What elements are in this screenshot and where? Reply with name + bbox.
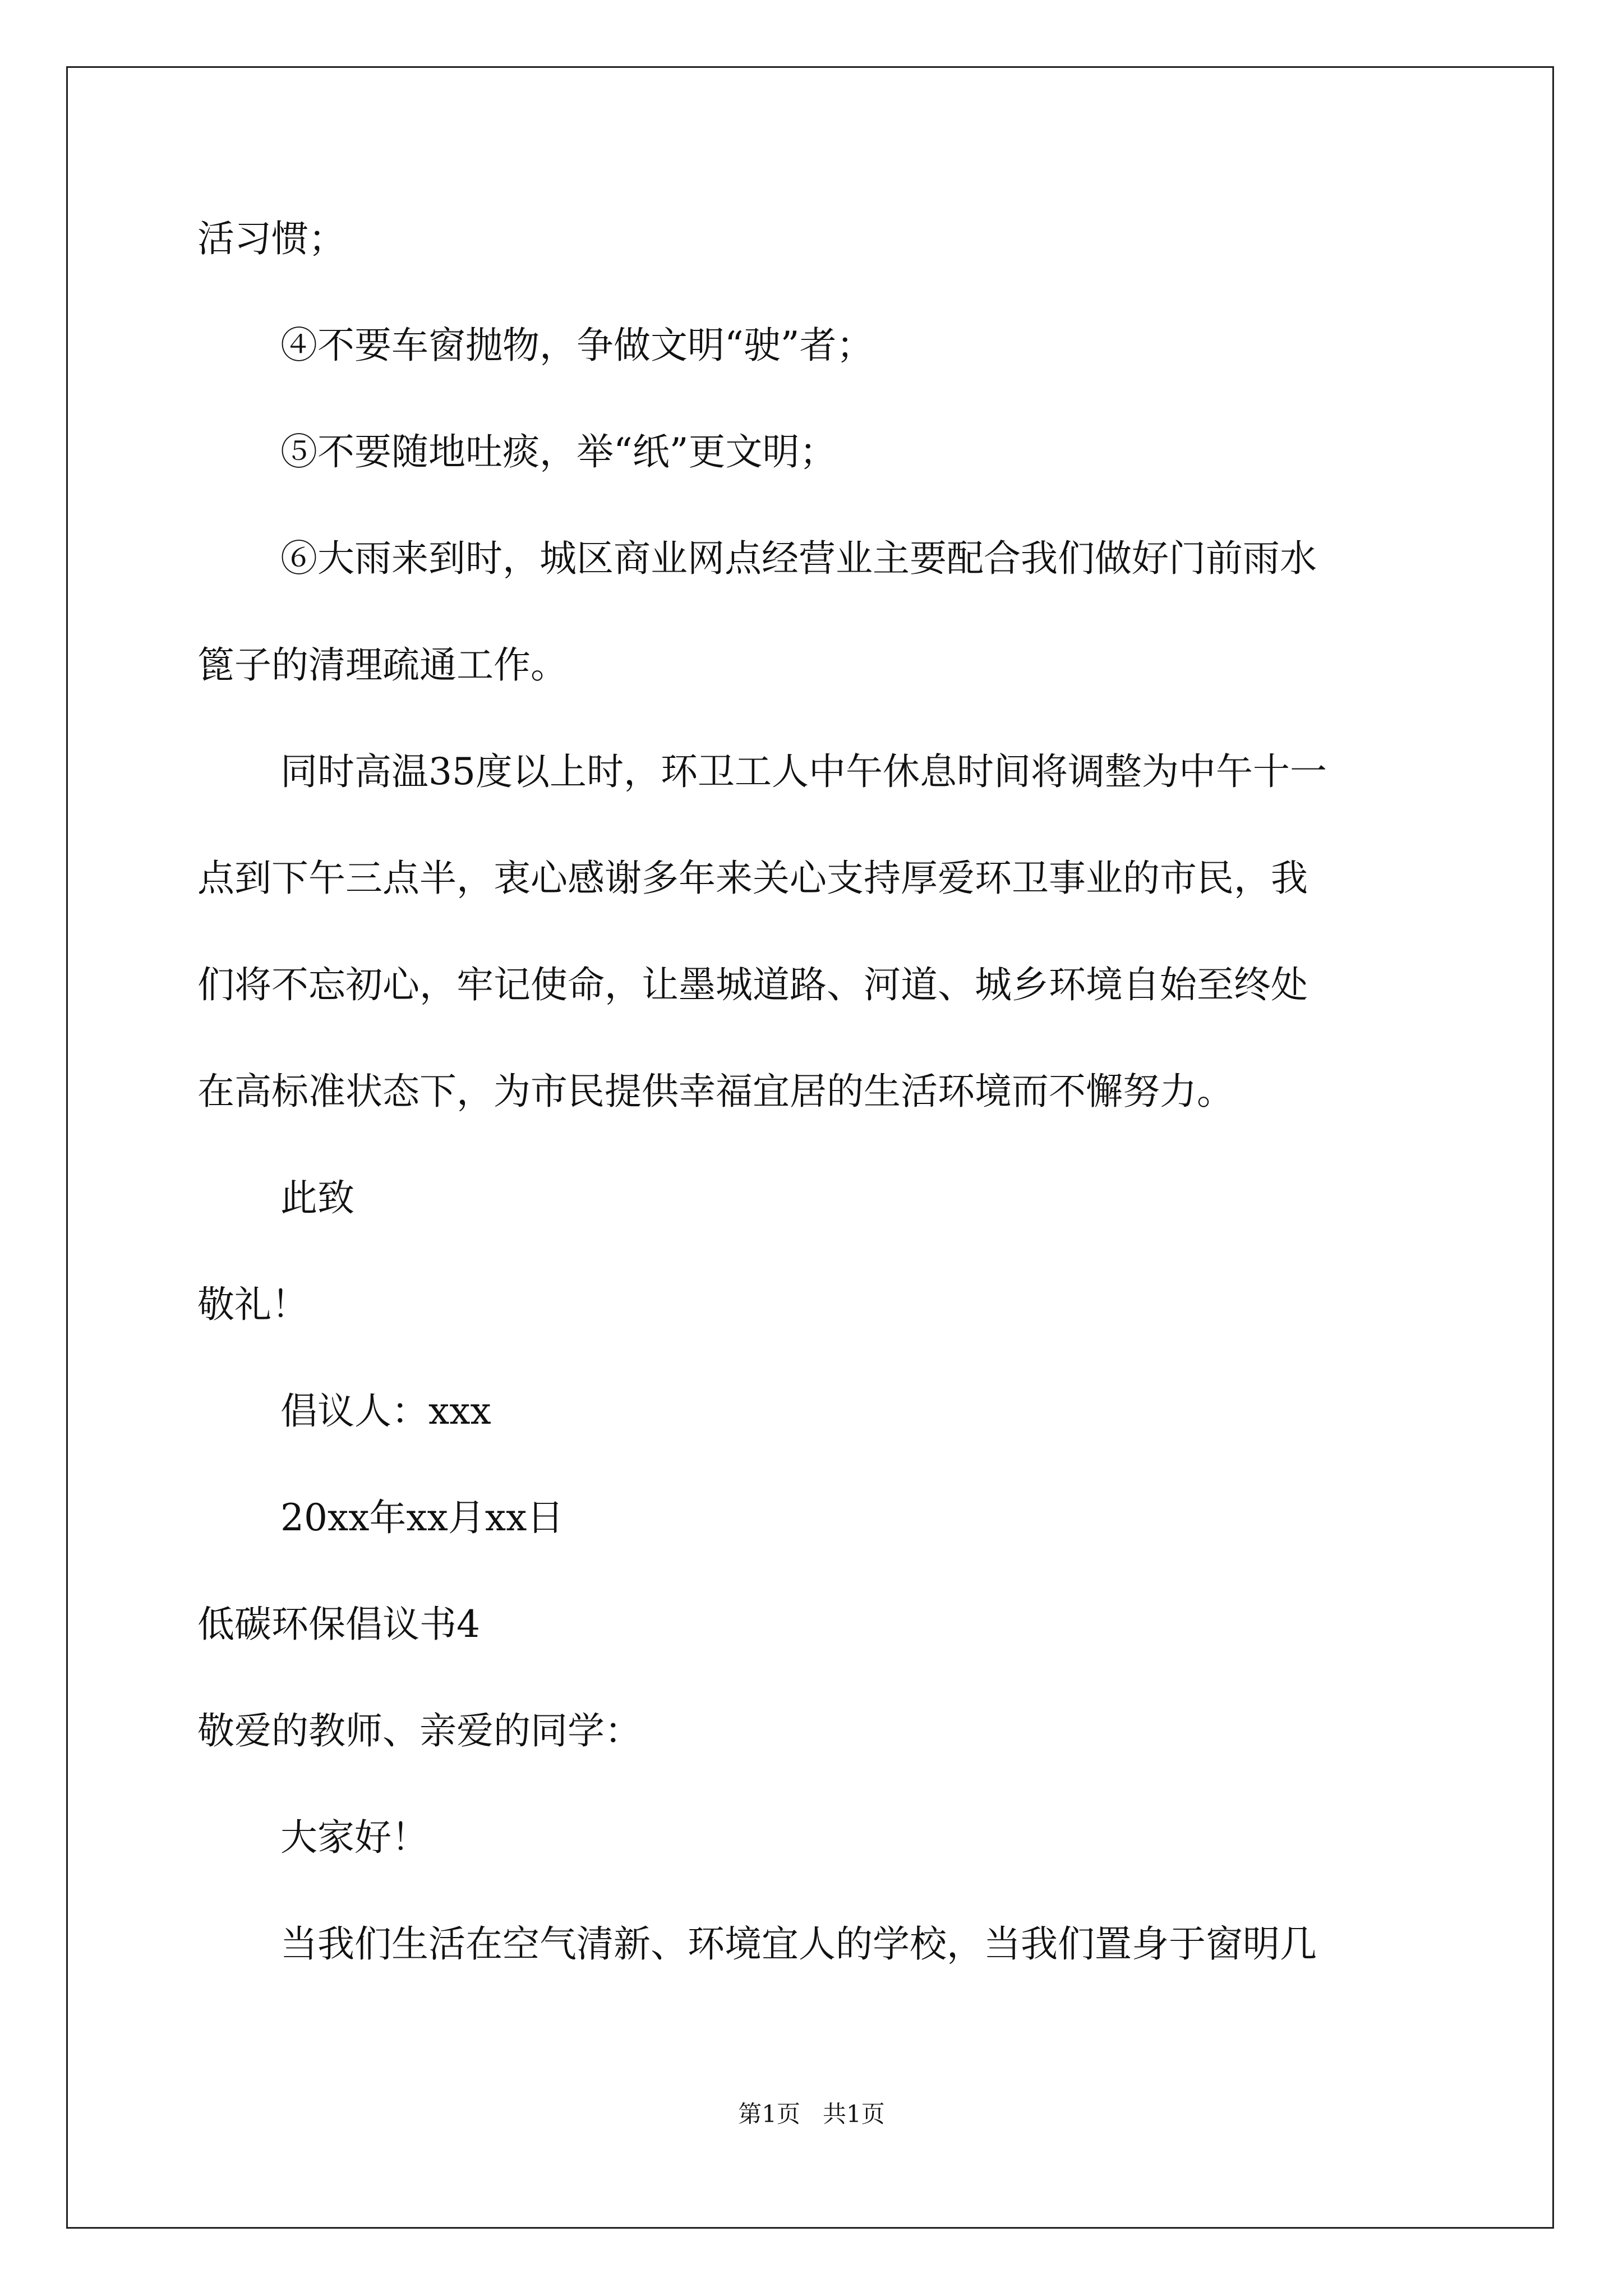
page-footer bbox=[0, 2100, 1623, 2128]
text-line: 们将不忘初心，牢记使命，让墨城道路、河道、城乡环境自始至终处 bbox=[197, 963, 1308, 1006]
text-line: 活习惯； bbox=[197, 217, 345, 260]
signature-initiator: 倡议人：xxx bbox=[280, 1389, 491, 1433]
signature-date: 20xx年xx月xx日 bbox=[280, 1496, 564, 1539]
text-line: 同时高温35度以上时，环卫工人中午休息时间将调整为中午十一 bbox=[280, 750, 1327, 793]
salutation-regards: 敬礼！ bbox=[197, 1283, 308, 1326]
text-line: 篦子的清理疏通工作。 bbox=[197, 643, 568, 687]
text-line: ⑥大雨来到时，城区商业网点经营业主要配合我们做好门前雨水 bbox=[280, 537, 1317, 580]
page-number: 第1页 bbox=[738, 2100, 800, 2128]
greeting: 大家好！ bbox=[280, 1816, 428, 1859]
greeting-addressee: 敬爱的教师、亲爱的同学： bbox=[197, 1709, 642, 1752]
text-line: 当我们生活在空气清新、环境宜人的学校，当我们置身于窗明几 bbox=[280, 1922, 1317, 1966]
document-body bbox=[197, 218, 1426, 2030]
text-line: 在高标准状态下，为市民提供幸福宜居的生活环境而不懈努力。 bbox=[197, 1070, 1234, 1113]
text-line: 点到下午三点半，衷心感谢多年来关心支持厚爱环卫事业的市民，我 bbox=[197, 857, 1308, 900]
section-title: 低碳环保倡议书4 bbox=[197, 1603, 480, 1646]
text-line: ④不要车窗抛物，争做文明“驶”者； bbox=[280, 324, 874, 367]
salutation-closing: 此致 bbox=[280, 1176, 354, 1220]
text-line: ⑤不要随地吐痰，举“纸”更文明； bbox=[280, 430, 837, 473]
page-total: 共1页 bbox=[823, 2100, 885, 2128]
